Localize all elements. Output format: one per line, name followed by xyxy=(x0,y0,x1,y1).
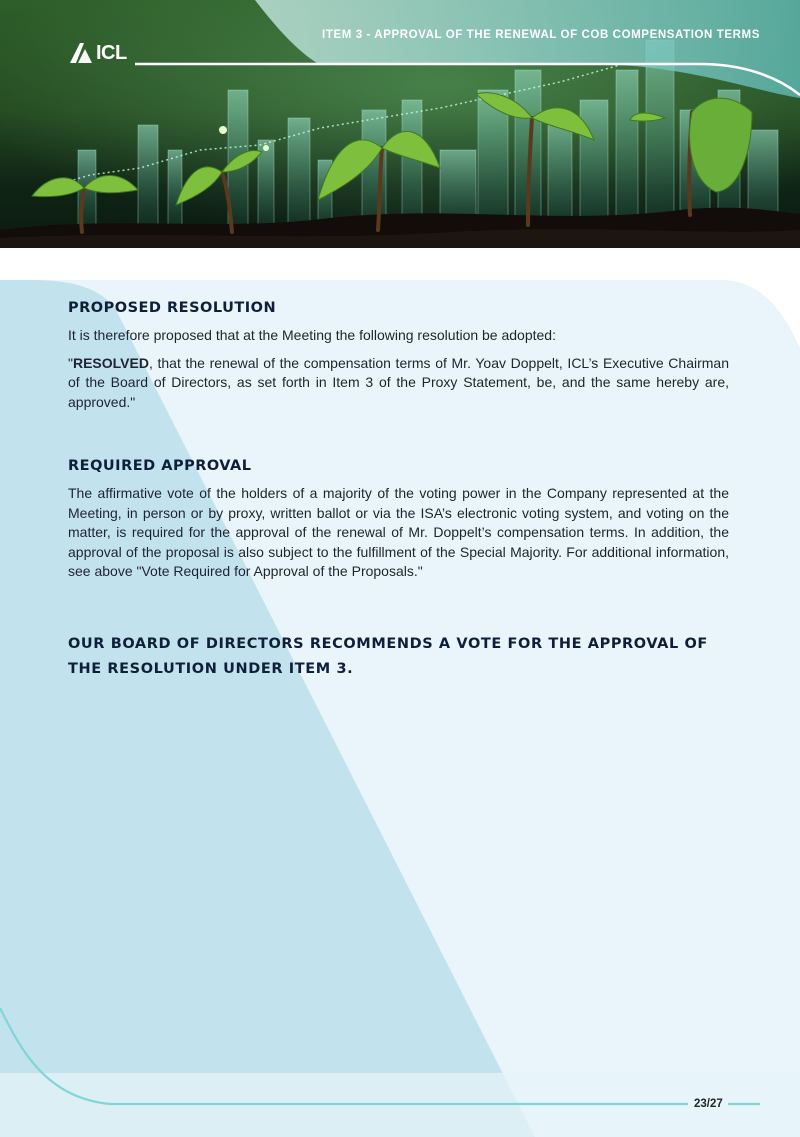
main-content xyxy=(68,300,729,682)
resolution-text xyxy=(68,354,729,413)
resolution-open-quote: " xyxy=(68,354,73,371)
icl-logo xyxy=(68,40,127,66)
header-banner xyxy=(0,0,800,248)
proposed-resolution-heading: PROPOSED RESOLUTION xyxy=(68,300,277,316)
board-recommendation: OUR BOARD OF DIRECTORS RECOMMENDS A VOTE FOR THE APPROVAL OF THE RESOLUTION UNDER ITEM 3. xyxy=(68,635,708,677)
logo-text: ICL xyxy=(96,41,127,64)
section-proposed-resolution xyxy=(68,300,729,412)
required-approval-body: The affirmative vote of the holders of a majority of the voting power in the Company represented at the Meeting, in person or by proxy, written ballot or via the ISA’s electronic voting system, and voting on the matter, is required for the approval of the renewal of Mr. Doppelt’s compensation terms. In addition, the approval of the proposal is also subject to the fulfillment of the Special Majority. For additional information, see above "Vote Required for Approval of the Proposals." xyxy=(68,485,729,579)
page-header-title: ITEM 3 - APPROVAL OF THE RENEWAL OF COB COMPENSATION TERMS xyxy=(322,29,760,41)
proposed-resolution-intro: It is therefore proposed that at the Meeting the following resolution be adopted: xyxy=(68,327,556,343)
resolved-keyword: RESOLVED xyxy=(72,354,149,371)
section-required-approval xyxy=(68,458,729,582)
icl-logo-icon xyxy=(68,41,94,65)
resolution-body: , that the renewal of the compensation terms of Mr. Yoav Doppelt, ICL’s Executive Chairman of the Board of Directors, as set forth in Item 3 of the Proxy Statement, be, and the same hereby are, approved." xyxy=(68,354,729,410)
required-approval-heading: REQUIRED APPROVAL xyxy=(68,458,252,474)
page-number: 23/27 xyxy=(694,1098,723,1110)
